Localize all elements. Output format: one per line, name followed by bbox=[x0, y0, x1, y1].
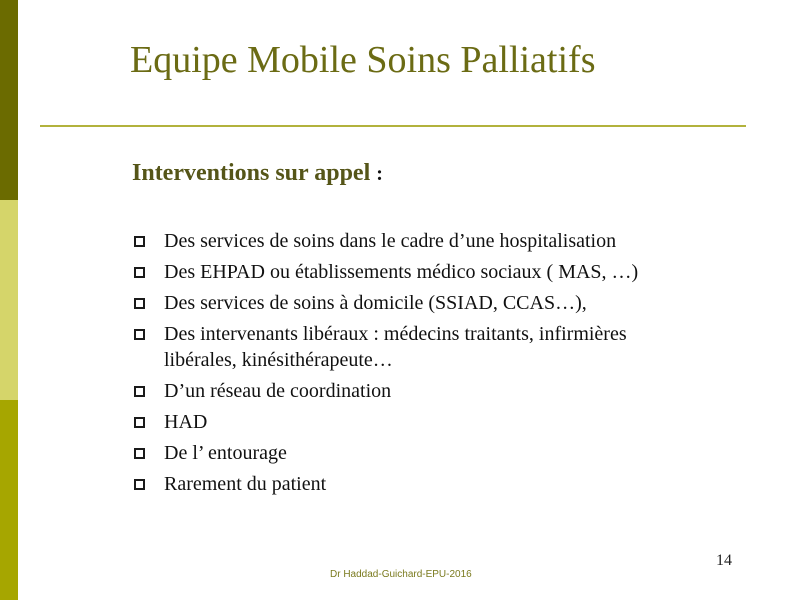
square-bullet-icon bbox=[134, 448, 145, 459]
square-bullet-icon bbox=[134, 236, 145, 247]
square-bullet-icon bbox=[134, 417, 145, 428]
bullet-text: Des services de soins dans le cadre d’une hospitalisation bbox=[164, 230, 617, 252]
title-divider bbox=[40, 125, 746, 127]
accent-bar-middle bbox=[0, 200, 18, 400]
bullet-item bbox=[132, 228, 692, 254]
bullet-text: D’un réseau de coordination bbox=[164, 380, 392, 402]
bullet-text: Des services de soins à domicile (SSIAD, CCAS…), bbox=[164, 292, 587, 314]
slide-subtitle bbox=[132, 160, 383, 187]
bullet-item bbox=[132, 259, 692, 285]
bullet-item bbox=[132, 440, 692, 466]
slide-title: Equipe Mobile Soins Palliatifs bbox=[130, 39, 596, 81]
square-bullet-icon bbox=[134, 386, 145, 397]
bullet-text: De l’ entourage bbox=[164, 442, 287, 464]
bullet-item bbox=[132, 378, 692, 404]
bullet-item bbox=[132, 290, 692, 316]
bullet-text: Des intervenants libéraux : médecins traitants, infirmières libérales, kinésithérapeute… bbox=[164, 323, 627, 371]
bullet-item bbox=[132, 409, 692, 435]
bullet-text: HAD bbox=[164, 411, 208, 433]
left-accent-bar bbox=[0, 0, 18, 600]
accent-bar-bottom bbox=[0, 400, 18, 600]
accent-bar-top bbox=[0, 0, 18, 200]
square-bullet-icon bbox=[134, 267, 145, 278]
subtitle-colon: : bbox=[376, 163, 383, 185]
bullet-item bbox=[132, 471, 692, 497]
square-bullet-icon bbox=[134, 479, 145, 490]
bullet-text: Rarement du patient bbox=[164, 473, 327, 495]
slide-footer: Dr Haddad-Guichard-EPU-2016 bbox=[330, 569, 472, 580]
bullet-item bbox=[132, 321, 692, 373]
page-number: 14 bbox=[716, 552, 732, 569]
bullet-text: Des EHPAD ou établissements médico sociaux ( MAS, …) bbox=[164, 261, 639, 283]
square-bullet-icon bbox=[134, 329, 145, 340]
square-bullet-icon bbox=[134, 298, 145, 309]
subtitle-text: Interventions sur appel bbox=[132, 160, 371, 186]
bullet-list bbox=[132, 228, 692, 502]
